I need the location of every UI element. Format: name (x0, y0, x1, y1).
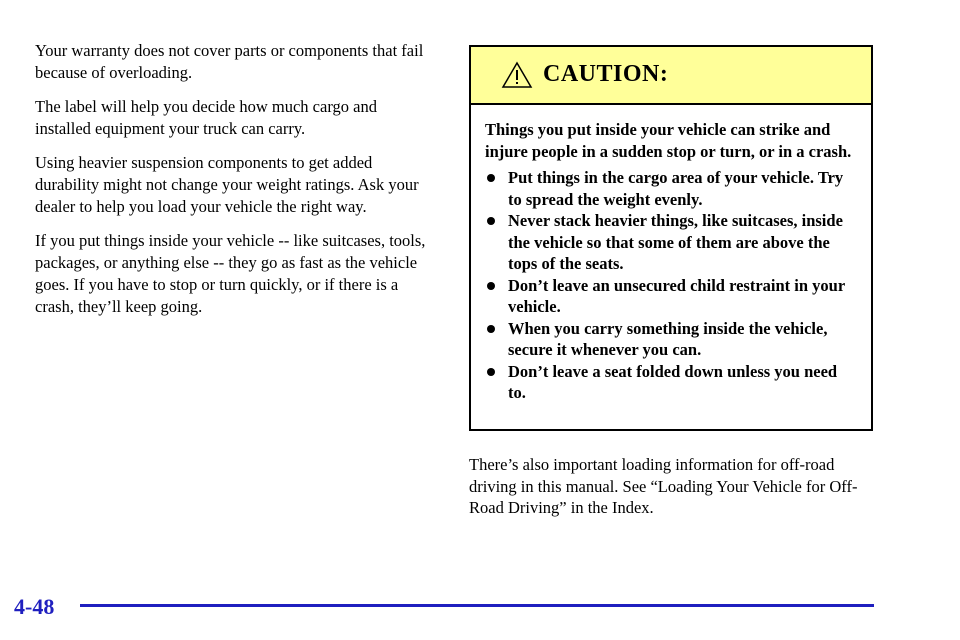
caution-title: CAUTION: (543, 61, 669, 87)
caution-bullet: Never stack heavier things, like suitcases, inside the vehicle so that some of them are above the tops of the seats. (485, 210, 857, 275)
caution-body (471, 105, 871, 404)
loading-info-paragraph: There’s also important loading information for off-road driving in this manual. See “Loading Your Vehicle for Off-Road Driving” in the Index. (469, 455, 858, 517)
left-column (35, 40, 435, 330)
paragraph: Using heavier suspension components to get added durability might not change your weight ratings. Ask your dealer to help you load your vehicle the right way. (35, 153, 419, 216)
paragraph: The label will help you decide how much cargo and installed equipment your truck can carry. (35, 97, 377, 138)
paragraph: Your warranty does not cover parts or components that fail because of overloading. (35, 41, 424, 82)
caution-bullet: When you carry something inside the vehicle, secure it whenever you can. (485, 318, 857, 361)
caution-list (485, 167, 857, 404)
footer-rule (80, 604, 874, 607)
warning-triangle-icon (501, 61, 533, 89)
paragraph: If you put things inside your vehicle -- like suitcases, tools, packages, or anything else -- they go as fast as the vehicle goes. If you have to stop or turn quickly, or if there is a crash, they’ll keep going. (35, 231, 426, 316)
caution-header (471, 47, 871, 105)
caution-box (469, 45, 873, 431)
caution-bullet: Put things in the cargo area of your vehicle. Try to spread the weight evenly. (485, 167, 857, 210)
caution-intro: Things you put inside your vehicle can strike and injure people in a sudden stop or turn, or in a crash. (485, 120, 852, 161)
caution-bullet: Don’t leave a seat folded down unless you need to. (485, 361, 857, 404)
caution-bullet: Don’t leave an unsecured child restraint in your vehicle. (485, 275, 857, 318)
page-number: 4-48 (14, 594, 55, 619)
